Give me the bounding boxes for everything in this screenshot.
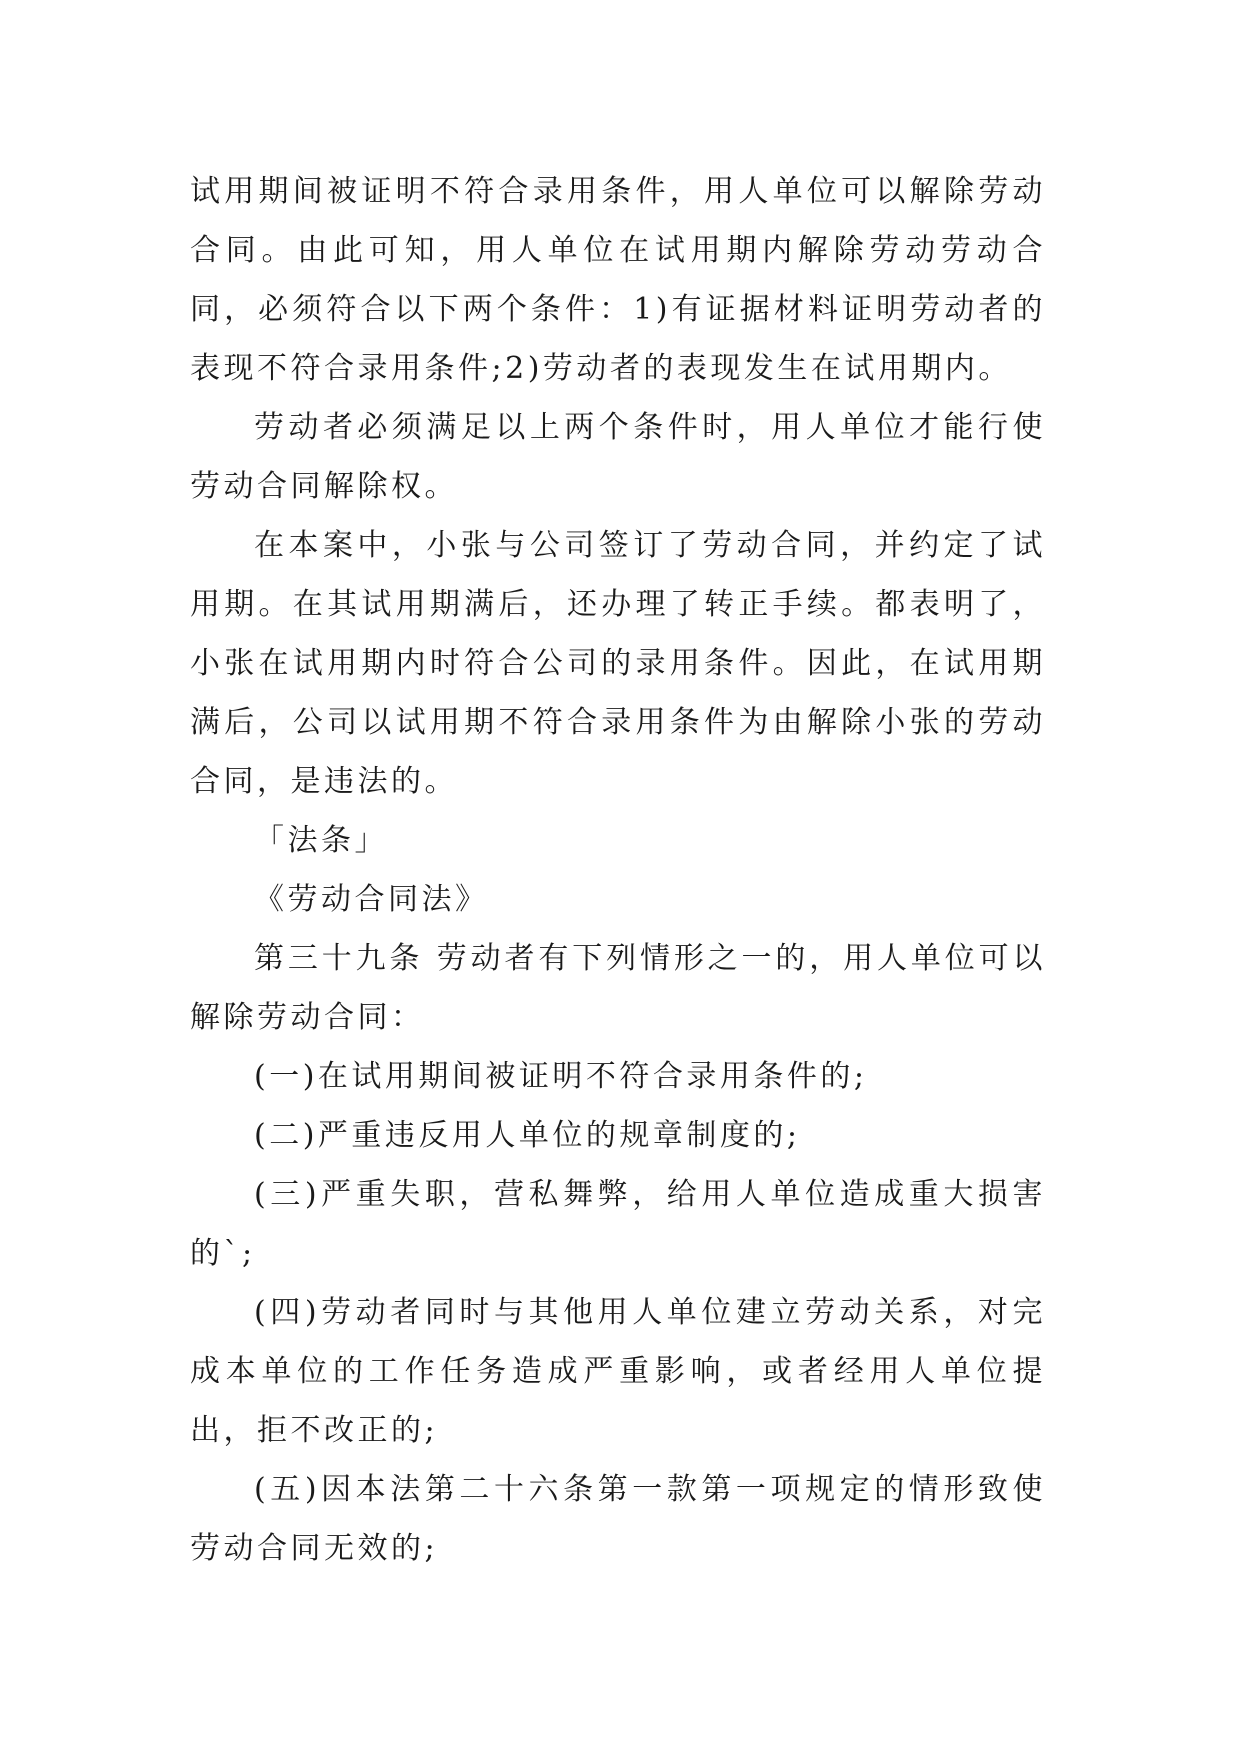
article-39-item-2: (二)严重违反用人单位的规章制度的;	[254, 1118, 801, 1153]
article-39-item-4: (四)劳动者同时与其他用人单位建立劳动关系，对完成本单位的工作任务造成严重影响，或者经用人单位提出，拒不改正的;	[190, 1295, 1046, 1448]
paragraph-probation-conditions: 试用期间被证明不符合录用条件，用人单位可以解除劳动合同。由此可知，用人单位在试用期内解除劳动劳动合同，必须符合以下两个条件：1)有证据材料证明劳动者的表现不符合录用条件;2)劳动者的表现发生在试用期内。	[190, 174, 1046, 386]
article-39-intro: 第三十九条 劳动者有下列情形之一的，用人单位可以解除劳动合同：	[190, 941, 1046, 1035]
article-39-item-5: (五)因本法第二十六条第一款第一项规定的情形致使劳动合同无效的;	[190, 1472, 1046, 1566]
article-39-item-1: (一)在试用期间被证明不符合录用条件的;	[254, 1059, 868, 1094]
paragraph-case-analysis: 在本案中，小张与公司签订了劳动合同，并约定了试用期。在其试用期满后，还办理了转正手续。都表明了，小张在试用期内时符合公司的录用条件。因此，在试用期满后，公司以试用期不符合录用条件为由解除小张的劳动合同，是违法的。	[190, 528, 1046, 799]
article-39-item-3: (三)严重失职，营私舞弊，给用人单位造成重大损害的`;	[190, 1177, 1046, 1271]
paragraph-termination-right: 劳动者必须满足以上两个条件时，用人单位才能行使劳动合同解除权。	[190, 410, 1046, 504]
section-heading-statute: 「法条」	[254, 823, 388, 858]
document-body	[190, 162, 1046, 1578]
law-title: 《劳动合同法》	[254, 882, 489, 917]
